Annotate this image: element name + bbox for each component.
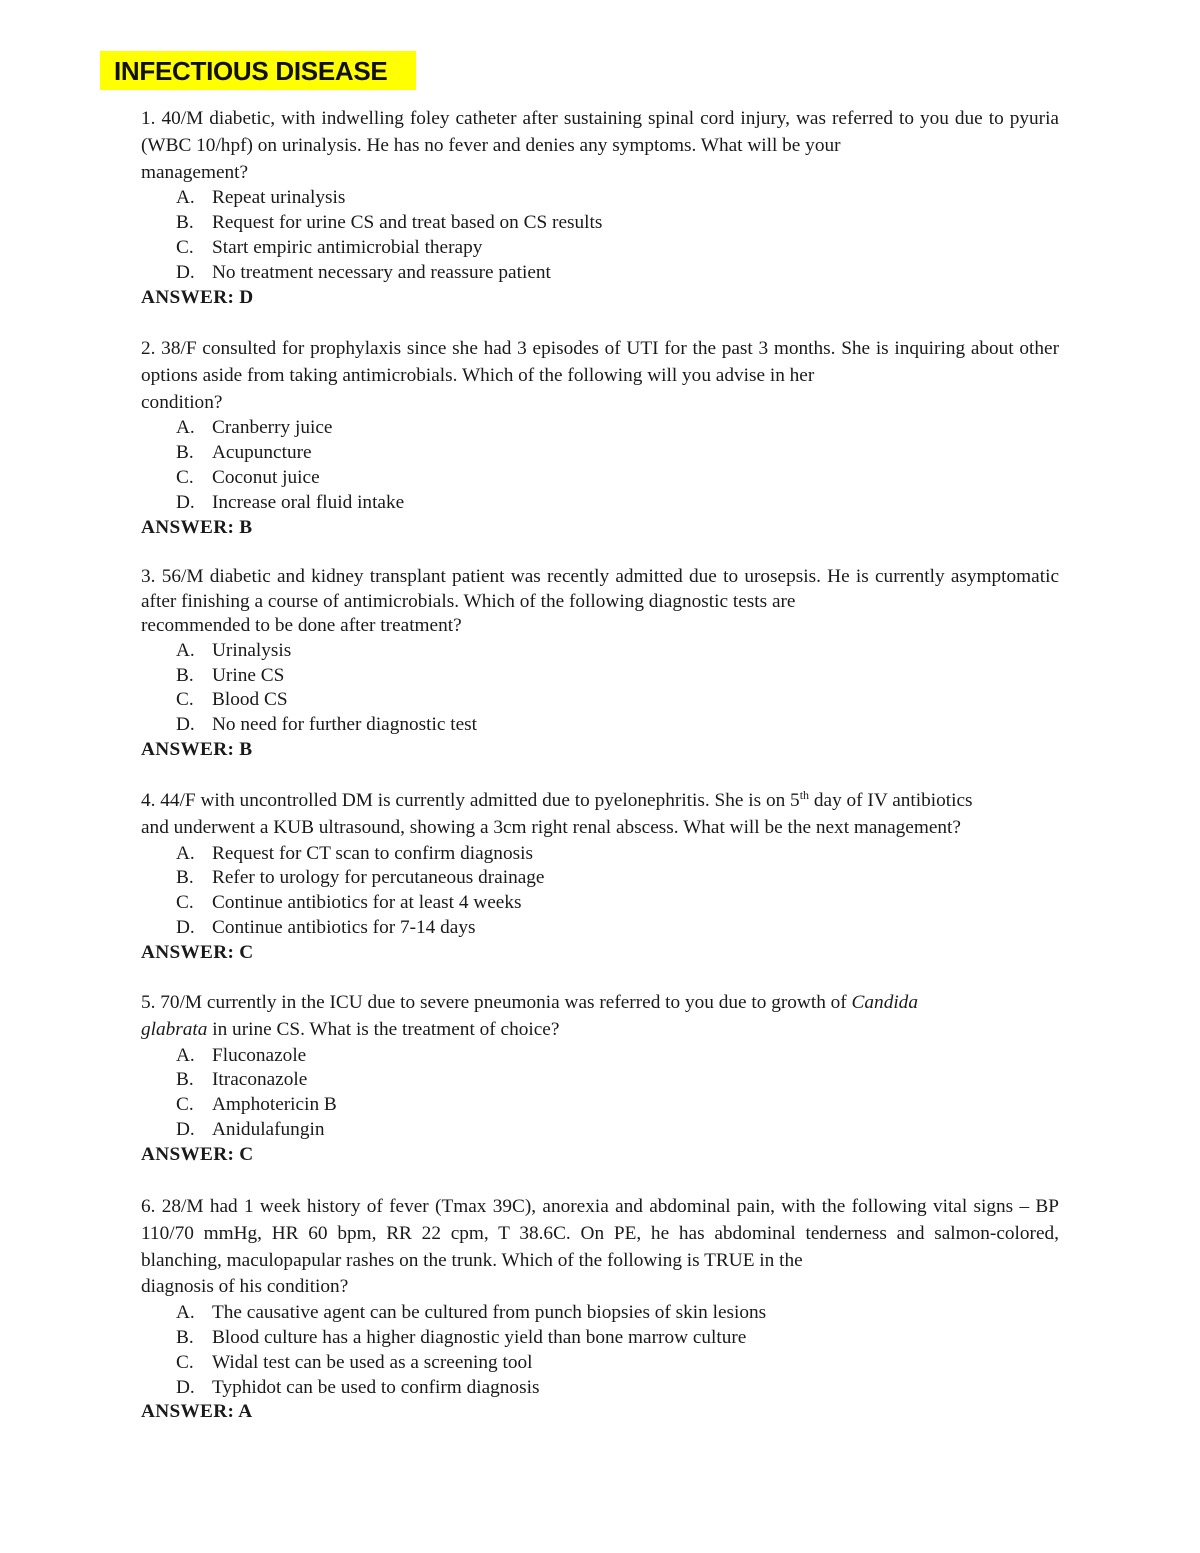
option-c xyxy=(141,466,1059,491)
option-list xyxy=(141,639,1059,738)
option-list xyxy=(141,186,1059,285)
option-text: Continue antibiotics for 7-14 days xyxy=(212,916,476,938)
option-letter: B. xyxy=(176,664,194,686)
option-letter: B. xyxy=(176,442,194,464)
option-text: Repeat urinalysis xyxy=(212,187,346,209)
option-letter: B. xyxy=(176,867,194,889)
option-text: No treatment necessary and reassure patient xyxy=(212,261,551,283)
option-b xyxy=(141,211,1059,236)
option-letter: D. xyxy=(176,261,195,283)
question-4 xyxy=(141,788,1059,966)
option-a xyxy=(141,1044,1059,1069)
question-stem-text: 1. 40/M diabetic, with indwelling foley catheter after sustaining spinal cord injury, was referred to you due to pyuria (WBC 10/hpf) on urinalysis. He has no fever and denies any symptoms. What will be your xyxy=(141,108,1059,156)
option-text: Urinalysis xyxy=(212,639,292,661)
question-stem xyxy=(141,788,1059,842)
option-letter: A. xyxy=(176,417,195,439)
question-5 xyxy=(141,990,1059,1168)
answer-line: ANSWER: C xyxy=(141,941,254,963)
option-letter: B. xyxy=(176,1326,194,1348)
option-b xyxy=(141,1326,1059,1351)
option-a xyxy=(141,842,1059,867)
option-text: Request for CT scan to confirm diagnosis xyxy=(212,842,533,864)
option-a xyxy=(141,186,1059,211)
answer-line: ANSWER: B xyxy=(141,516,253,538)
answer-line: ANSWER: B xyxy=(141,738,253,760)
option-letter: D. xyxy=(176,916,195,938)
question-1 xyxy=(141,106,1059,310)
option-c xyxy=(141,1093,1059,1118)
option-text: Typhidot can be used to confirm diagnosis xyxy=(212,1376,540,1398)
option-d xyxy=(141,1376,1059,1401)
option-text: Continue antibiotics for at least 4 weeks xyxy=(212,892,522,914)
question-stem-text: 5. 70/M currently in the ICU due to severe pneumonia was referred to you due to growth of xyxy=(141,992,852,1013)
option-text: Refer to urology for percutaneous drainage xyxy=(212,867,545,889)
question-stem-text: 3. 56/M diabetic and kidney transplant patient was recently admitted due to urosepsis. He is currently asymptomatic after finishing a course of antimicrobials. Which of the following diagnostic tests are xyxy=(141,566,1059,612)
option-letter: B. xyxy=(176,1069,194,1091)
option-letter: C. xyxy=(176,1094,194,1116)
option-text: No need for further diagnostic test xyxy=(212,714,478,736)
question-stem xyxy=(141,336,1059,416)
option-d xyxy=(141,261,1059,286)
option-d xyxy=(141,713,1059,738)
option-letter: D. xyxy=(176,491,195,513)
option-text: Request for urine CS and treat based on CS results xyxy=(212,212,603,234)
option-text: Amphotericin B xyxy=(212,1094,337,1116)
answer-line: ANSWER: D xyxy=(141,286,254,308)
option-letter: A. xyxy=(176,1044,195,1066)
option-b xyxy=(141,664,1059,689)
organism-name-genus: Candida xyxy=(851,992,918,1013)
question-stem xyxy=(141,990,1059,1044)
option-a xyxy=(141,639,1059,664)
option-text: Anidulafungin xyxy=(212,1118,325,1140)
question-3 xyxy=(141,565,1059,763)
question-stem xyxy=(141,565,1059,639)
option-letter: D. xyxy=(176,1118,195,1140)
option-text: Itraconazole xyxy=(212,1069,308,1091)
option-letter: C. xyxy=(176,892,194,914)
ordinal-superscript: th xyxy=(799,788,810,802)
question-6 xyxy=(141,1194,1059,1425)
question-stem-text: 4. 44/F with uncontrolled DM is currently admitted due to pyelonephritis. She is on 5 xyxy=(141,790,800,811)
question-stem-text: 6. 28/M had 1 week history of fever (Tmax 39C), anorexia and abdominal pain, with the following vital signs – BP 110/70 mmHg, HR 60 bpm, RR 22 cpm, T 38.6C. On PE, he has abdominal tenderness and salmon-colored, blanching, maculopapular rashes on the trunk. Which of the following is TRUE in the xyxy=(141,1196,1059,1271)
option-letter: C. xyxy=(176,466,194,488)
option-letter: A. xyxy=(176,1302,195,1324)
question-2 xyxy=(141,336,1059,540)
organism-name-species: glabrata xyxy=(141,1018,208,1040)
option-d xyxy=(141,916,1059,941)
option-text: Coconut juice xyxy=(212,466,320,488)
option-text: Blood culture has a higher diagnostic yield than bone marrow culture xyxy=(212,1326,747,1348)
option-c xyxy=(141,1351,1059,1376)
option-letter: A. xyxy=(176,187,195,209)
question-stem-text-cont: day of IV antibiotics xyxy=(809,790,973,811)
question-stem-last-line: in urine CS. What is the treatment of choice? xyxy=(207,1018,560,1040)
question-stem xyxy=(141,106,1059,186)
option-list xyxy=(141,416,1059,515)
option-letter: C. xyxy=(176,689,194,711)
option-letter: A. xyxy=(176,639,195,661)
option-letter: C. xyxy=(176,1351,194,1373)
option-list xyxy=(141,1301,1059,1400)
section-title: INFECTIOUS DISEASE xyxy=(100,51,416,90)
option-text: Increase oral fluid intake xyxy=(212,491,405,513)
question-stem-last-line: and underwent a KUB ultrasound, showing a 3cm right renal abscess. What will be the next management? xyxy=(141,816,961,838)
option-letter: D. xyxy=(176,1376,195,1398)
option-c xyxy=(141,688,1059,713)
question-stem-last-line: recommended to be done after treatment? xyxy=(141,615,462,637)
option-b xyxy=(141,866,1059,891)
option-b xyxy=(141,1068,1059,1093)
option-a xyxy=(141,1301,1059,1326)
answer-line: ANSWER: C xyxy=(141,1143,254,1165)
question-stem xyxy=(141,1194,1059,1301)
option-c xyxy=(141,236,1059,261)
option-letter: B. xyxy=(176,212,194,234)
option-d xyxy=(141,491,1059,516)
option-letter: A. xyxy=(176,842,195,864)
question-stem-last-line: management? xyxy=(141,161,249,183)
option-list xyxy=(141,1044,1059,1143)
option-a xyxy=(141,416,1059,441)
option-letter: D. xyxy=(176,714,195,736)
option-text: Widal test can be used as a screening tool xyxy=(212,1351,533,1373)
option-text: Start empiric antimicrobial therapy xyxy=(212,236,483,258)
option-text: Urine CS xyxy=(212,664,285,686)
question-stem-last-line: diagnosis of his condition? xyxy=(141,1276,349,1298)
option-c xyxy=(141,891,1059,916)
option-text: The causative agent can be cultured from punch biopsies of skin lesions xyxy=(212,1302,767,1324)
option-d xyxy=(141,1118,1059,1143)
question-stem-text: 2. 38/F consulted for prophylaxis since she had 3 episodes of UTI for the past 3 months. She is inquiring about other options aside from taking antimicrobials. Which of the following will you advise in her xyxy=(141,338,1059,386)
option-text: Cranberry juice xyxy=(212,417,333,439)
question-stem-last-line: condition? xyxy=(141,391,223,413)
option-text: Blood CS xyxy=(212,689,288,711)
option-b xyxy=(141,441,1059,466)
option-text: Fluconazole xyxy=(212,1044,307,1066)
option-text: Acupuncture xyxy=(212,442,312,464)
answer-line: ANSWER: A xyxy=(141,1401,253,1423)
option-list xyxy=(141,842,1059,941)
option-letter: C. xyxy=(176,236,194,258)
